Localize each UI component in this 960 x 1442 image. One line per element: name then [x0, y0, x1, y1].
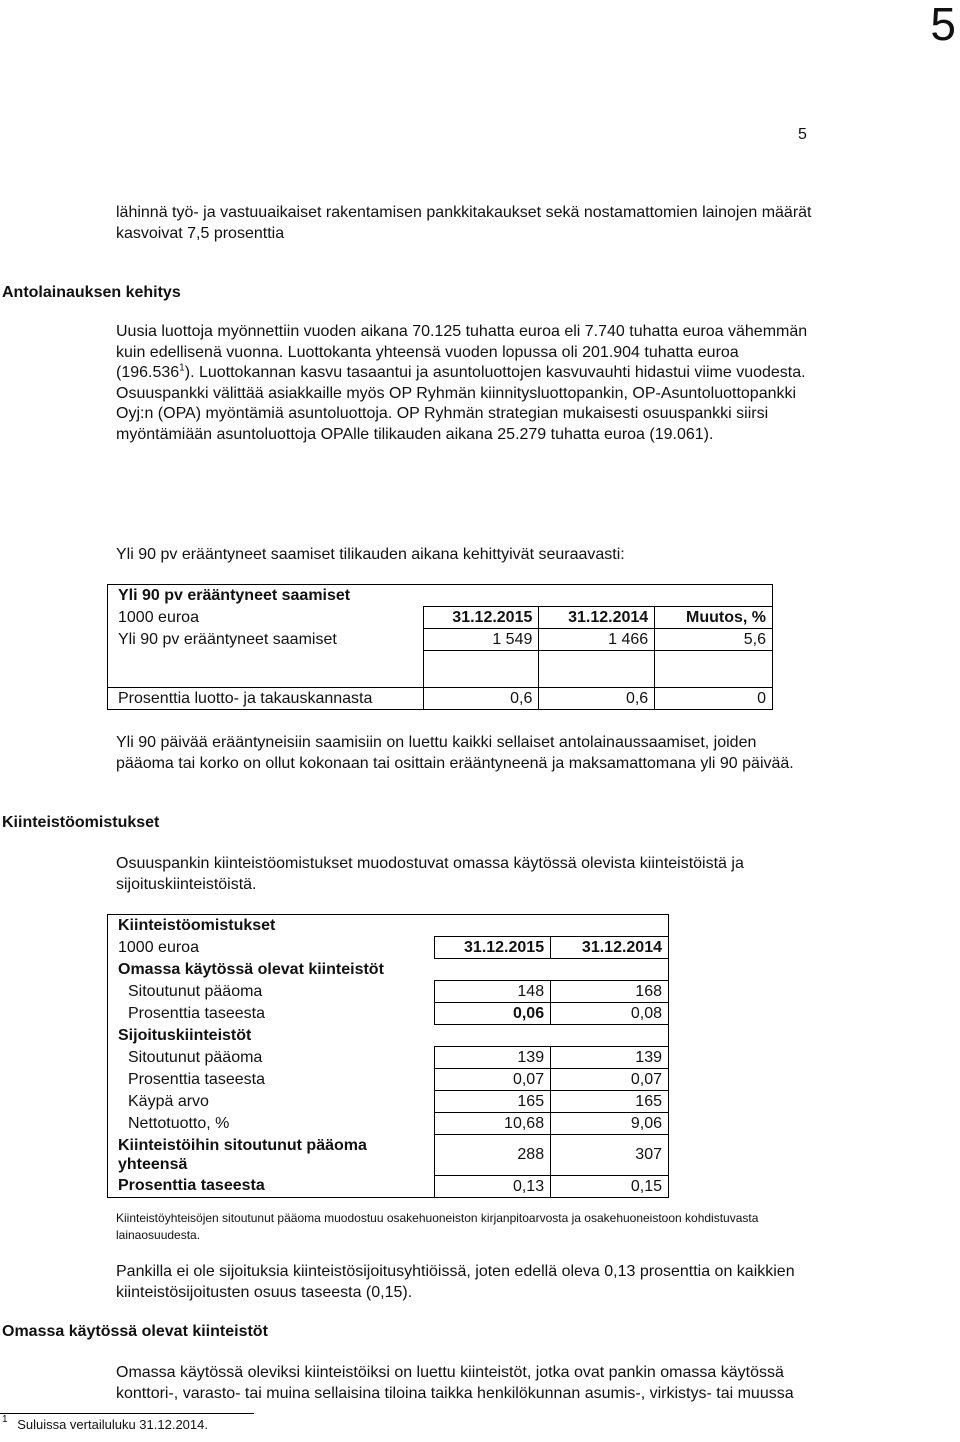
page-number: 5	[798, 126, 807, 143]
intro-paragraph	[116, 203, 812, 244]
table-cell: 0,07	[551, 1069, 669, 1091]
table-row	[108, 1091, 669, 1113]
table-row	[108, 585, 773, 607]
table-cell: 1 466	[539, 629, 655, 651]
table-cell: 0,15	[551, 1176, 669, 1198]
table-cell: 0,6	[539, 688, 655, 710]
table-cell: 10,68	[435, 1113, 551, 1135]
table-cell: 165	[435, 1091, 551, 1113]
paragraph-line: kuin edellisenä vuonna. Luottokanta yhteensä vuoden lopussa oli 201.904 tuhatta euroa	[116, 343, 739, 361]
table-row	[108, 981, 669, 1003]
table-cell: 0	[655, 688, 773, 710]
table-row	[108, 607, 773, 629]
row-label: Prosenttia taseesta	[118, 1177, 265, 1195]
realestate-table	[107, 914, 669, 1198]
footnote-divider	[0, 1413, 254, 1414]
table-cell: 0,08	[551, 1003, 669, 1025]
overdue-table	[107, 584, 773, 710]
group-heading: Omassa käytössä olevat kiinteistöt	[118, 960, 384, 978]
table-row	[108, 1176, 669, 1198]
footnote-marker: 1	[2, 1414, 8, 1425]
column-header: Muutos, %	[655, 607, 773, 629]
overdue-intro: Yli 90 pv erääntyneet saamiset tilikauden aikana kehittyivät seuraavasti:	[116, 546, 625, 563]
table-row	[108, 1069, 669, 1091]
row-label: Sitoutunut pääoma	[128, 982, 263, 1000]
table-row	[108, 937, 669, 959]
realestate-paragraph	[116, 1262, 795, 1303]
intro-line: lähinnä työ- ja vastuuaikaiset rakentamisen pankkitakaukset sekä nostamattomien lainojen määrät	[116, 204, 812, 221]
paragraph-line: pääoma tai korko on ollut kokonaan tai osittain erääntyneenä ja maksamattomana yli 90 päivää.	[116, 754, 794, 772]
table-cell: 1 549	[423, 629, 539, 651]
table-cell: 5,6	[655, 629, 773, 651]
paragraph-line: Omassa käytössä oleviksi kiinteistöiksi on luettu kiinteistöt, jotka ovat pankin omassa käytössä	[116, 1364, 784, 1381]
paragraph-line: Osuuspankki välittää asiakkaille myös OP Ryhmän kiinnitysluottopankin, OP-Asuntoluottopankki	[116, 384, 797, 402]
table-cell: 165	[551, 1091, 669, 1113]
table-row	[108, 1047, 669, 1069]
table-cell: 139	[435, 1047, 551, 1069]
realestate-intro	[116, 854, 744, 895]
corner-page-number: 5	[930, 0, 956, 50]
own-use-paragraph	[116, 1363, 794, 1404]
row-label: Käypä arvo	[128, 1092, 209, 1110]
table-cell: 0,06	[435, 1003, 551, 1025]
realestate-note	[116, 1210, 758, 1244]
section-heading-own-use: Omassa käytössä olevat kiinteistöt	[2, 1323, 268, 1340]
column-header: 31.12.2014	[551, 937, 669, 959]
section-heading-realestate: Kiinteistöomistukset	[2, 814, 160, 831]
table-row	[108, 915, 669, 937]
table-cell: 139	[551, 1047, 669, 1069]
intro-line: kasvoivat 7,5 prosenttia	[116, 224, 285, 242]
table-cell: 148	[435, 981, 551, 1003]
paragraph-line: (196.536$^1$). Luottokannan kasvu tasaantui ja asuntoluottojen kasvuvauhti hidastui viime vuodesta.	[116, 362, 806, 381]
table-cell: 168	[551, 981, 669, 1003]
column-header: 31.12.2015	[423, 607, 539, 629]
column-header: 31.12.2015	[435, 937, 551, 959]
paragraph-line: kiinteistösijoitusten osuus taseesta (0,15).	[116, 1283, 413, 1301]
table-unit: 1000 euroa	[118, 608, 199, 626]
group-heading: Sijoituskiinteistöt	[118, 1026, 252, 1044]
lending-paragraph	[116, 322, 807, 445]
paragraph-line: Uusia luottoja myönnettiin vuoden aikana 70.125 tuhatta euroa eli 7.740 tuhatta euroa vähemmän	[116, 323, 808, 340]
paragraph-line: Pankilla ei ole sijoituksia kiinteistösijoitusyhtiöissä, joten edellä oleva 0,13 prosenttia on kaikkien	[116, 1263, 795, 1280]
table-unit: 1000 euroa	[118, 938, 199, 956]
footnote-reference[interactable]: 1	[179, 362, 185, 374]
table-cell: 307	[551, 1135, 669, 1176]
table-title: Kiinteistöomistukset	[118, 916, 276, 934]
paragraph-line: Oyj:n (OPA) myöntämiä asuntoluottoja. OP Ryhmän strategian mukaisesti osuuspankki siirsi	[116, 405, 769, 422]
table-row-empty	[108, 651, 773, 688]
row-label: Prosenttia taseesta	[128, 1070, 265, 1088]
overdue-note	[116, 733, 794, 774]
table-row	[108, 1003, 669, 1025]
paragraph-line: Osuuspankin kiinteistöomistukset muodostuvat omassa käytössä olevista kiinteistöistä ja	[116, 855, 744, 872]
table-cell: 288	[435, 1135, 551, 1176]
row-label: Kiinteistöihin sitoutunut pääoma yhteensä	[118, 1137, 367, 1173]
table-row	[108, 1025, 669, 1047]
footnote-text: Suluissa vertailuluku 31.12.2014.	[17, 1417, 208, 1432]
note-line: Kiinteistöyhteisöjen sitoutunut pääoma muodostuu osakehuoneiston kirjanpitoarvosta ja osakehuoneistoon kohdistuvasta	[116, 1211, 759, 1225]
table-row	[108, 688, 773, 710]
footnote	[2, 1414, 208, 1432]
row-label: Nettotuotto, %	[128, 1114, 230, 1132]
note-line: lainaosuudesta.	[116, 1228, 201, 1242]
paragraph-line: konttori-, varasto- tai muina sellaisina tiloina taikka henkilökunnan asumis-, virkistys- tai muussa	[116, 1384, 794, 1402]
table-row	[108, 629, 773, 651]
paragraph-line: Yli 90 päivää erääntyneisiin saamisiin on luettu kaikki sellaiset antolainaussaamiset, joiden	[116, 734, 757, 751]
table-cell: 0,13	[435, 1176, 551, 1198]
table-title: Yli 90 pv erääntyneet saamiset	[118, 586, 351, 604]
table-cell: 0,6	[423, 688, 539, 710]
table-cell: 0,07	[435, 1069, 551, 1091]
row-label: Prosenttia taseesta	[128, 1004, 265, 1022]
table-row	[108, 959, 669, 981]
row-label: Prosenttia luotto- ja takauskannasta	[108, 688, 424, 710]
paragraph-line: sijoituskiinteistöistä.	[116, 875, 257, 893]
row-label: Sitoutunut pääoma	[128, 1048, 263, 1066]
table-cell: 9,06	[551, 1113, 669, 1135]
column-header: 31.12.2014	[539, 607, 655, 629]
table-row	[108, 1135, 669, 1176]
row-label: Yli 90 pv erääntyneet saamiset	[118, 630, 337, 648]
paragraph-line: myöntämiään asuntoluottoja OPAlle tilikauden aikana 25.279 tuhatta euroa (19.061).	[116, 425, 714, 443]
section-heading-lending: Antolainauksen kehitys	[2, 284, 181, 301]
table-row	[108, 1113, 669, 1135]
